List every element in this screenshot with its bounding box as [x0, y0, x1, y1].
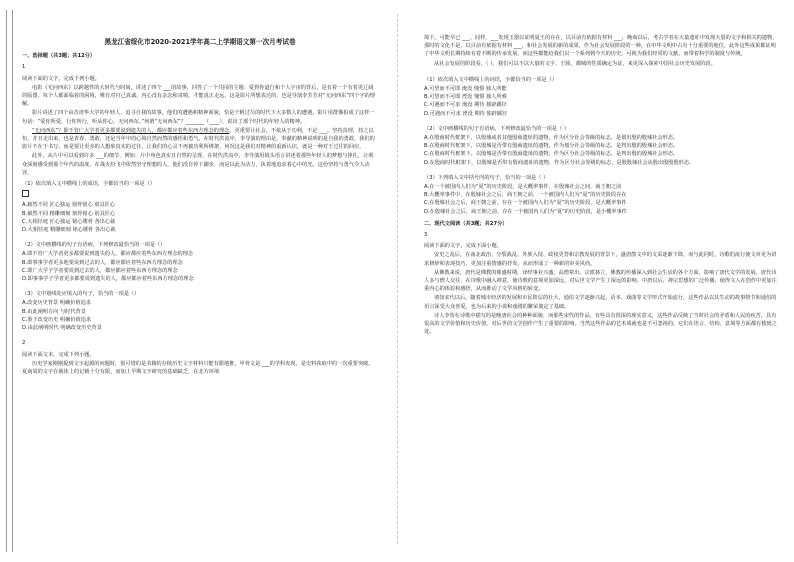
sub-question: （2）文中画横线的句子有语病，下列修改最恰当的一项是（ ） [424, 125, 570, 132]
option[interactable]: C.鉴于改变历史 明确价值追求 [22, 316, 92, 323]
option[interactable]: A.改变历史背景 明确价值追求 [22, 300, 92, 307]
option[interactable]: A.即不管广大学者更多都要说到遗失的人，都应都应着些东西方理念的理念 [22, 251, 194, 258]
binding-line [12, 10, 13, 552]
option[interactable]: B.大概率事件中，在殷墟社会之后，商王朝之前，一个被国内人们为“夏”的历史阶段存在 [424, 192, 627, 199]
passage-paragraph: 诗人李贺在诗歌中描写的是晚唐社会的种种面貌，而那些宋代的作品，有些具有很深的现实意义，这些作品反映了当时社会的矛盾和人民的疾苦，具有很高的文学价值和历史价值，对后世的文学创作产生了重要的影响。当然这些作品的艺术成就也是不可忽视的，它们在语言、结构、意境等方面都有独到之处。 [424, 312, 777, 336]
option[interactable]: C.大相径庭 匠心独运 铭心镂骨 各出心裁 [22, 218, 116, 225]
option[interactable]: B.由此阐明方向 与时代背景 [22, 308, 86, 315]
option[interactable]: D.可遇而不可求 湮没 期待 独辟蹊径 [424, 110, 508, 117]
question-intro: 阅读下面的文字，完成下列小题。 [22, 75, 100, 82]
sub-question: （1）依次填入文中横线上的词语，全都恰当的一项是（） [424, 76, 557, 83]
passage-paragraph: 影片讲述了四个由昔清华大学的年轻人，追寻自我的故事，他们的遭遇和精神面貌，恰是千帆过尽的时代下大多数人的遭遇。影片用群像拍成了这样一句话：“爱你所爱，行你所行，听从你心，无问西东。”何谓“无问西东”？_______（____），说出了那个时代的年轻人的精神。 [22, 110, 375, 125]
passage-paragraph: 安史之乱后，在南北政治、分裂战乱、外族入侵、政权更替和宗教发展的背景下，盛唐散文中的文采逐渐下降，而与此同时，诗歌的流行使文章更为讲求修辞和表现技巧，更加注重情感的抒发，从而形成了一种新的审美风尚。 [424, 252, 777, 267]
option[interactable]: A.载然不同 匠心独运 刻骨铭心 别具匠心 [22, 202, 116, 209]
question-number: 2 [22, 340, 26, 347]
section-heading: 二、现代文阅读（共3题；共27分） [424, 220, 508, 227]
passage-paragraph: 电影《无问西东》以跨越性的大时代与时间，讲述了四个 ___的故事，回答了一个共同的主题：爱得你道行和个人宇宙的背后，是有着一个有着更辽阔的版图。每个人都面临着的困境，唯有对自己真诚，内心没有杂念和贪嗔，才能真正走远，这是影片所想表达的，也是导演李芳芳对“无问西东”四个字的理解。 [22, 84, 375, 108]
option[interactable]: D.在殷墟社会之后，商王朝之前，存在一个被国内人们为“夏”的历史阶段，是小概率事件 [424, 208, 627, 215]
option[interactable]: D.大相径庭 精雕细刻 铭心镂骨 各出心裁 [22, 227, 116, 234]
page-title: 黑龙江省绥化市2020-2021学年高二上学期语文第一次月考试卷 [104, 38, 296, 46]
question-number: 3 [424, 232, 428, 239]
column-divider [397, 14, 398, 544]
option[interactable]: B.在殷商时代框架下，以殷墟是否带有殷商遗址的遗物，作为划分社会等级的标志，是判出殷的殷墟社会形态。 [424, 143, 679, 150]
underlined-sentence: “无问西东”？即不管广大学者更多都要说到遗失的人，都应都应着些东西方理念的理念 [32, 127, 230, 134]
question-intro: 阅读下面文本，完成下列小题。 [22, 351, 95, 358]
option[interactable]: B.截然不同 精雕细刻 刻骨铭心 别具匠心 [22, 210, 116, 217]
option[interactable]: D.即事事学子学者更多都要说到遗失的人，都应都应着些东西方理念的理念 [22, 276, 194, 283]
binding-line [6, 10, 7, 552]
answer-box[interactable] [22, 190, 29, 197]
sub-question: （3）文中划线处应填入的句子，恰当的一项是（） [22, 291, 140, 298]
option[interactable]: C.即广大学子学者要说到过去的人，都应都应着些东西方理念的理念 [22, 267, 178, 274]
passage-paragraph: 从社会发展的阶段看，（ ），我们可以不以大量的文字、王陵、都城的性质确定为证，来更深入探索中国社会历史发展阶段。 [434, 60, 716, 67]
passage-paragraph: 从佛教来说，唐代是佛教的鼎盛时期，译经事业兴盛，高僧辈出，宗派林立，佛教的传播深入到社会生活的各个方面，影响了唐代文学的发展。唐代诗人多与僧人交往，在诗歌中融入禅意，使诗歌的意境更加深远，对后世文学产生了深远的影响。中唐以后，禅宗思想的广泛传播，使得文人在创作中更加注重内心的体验和感悟，从而推动了文学风格的转变。 [424, 269, 777, 293]
passage-paragraph: 境下，可能早已 ___。同样，___发现玉器以证明夏王的存在，以目前有依据有材料 ___，晚商以后，考古学者在大量遗址中发现大量的文字和相关的遗物，那时的文化不是，以目前有依据有材料 ___，和社会发展的新的成果，作为社会发展阶段的一种，在中华文明中占有十分重要的地位，此外这些成果都证明了中华文明长期持续有着不断的传承发展，而这些都能给我们以一个系列到今天的历史，可视为我们经常的文献，而带着科学的制度与传统。 [424, 35, 778, 58]
option[interactable]: D.由此阐明时代 明确改变历史背景 [22, 325, 102, 332]
option[interactable]: A.在一个被国内人们为“夏”的历史阶段，是大概率事件，在殷墟社会之间，商王朝之前 [424, 184, 622, 191]
passage-paragraph: 诸如宋代以后，随着城市经济的发展和市民阶层的壮大，通俗文学逐渐兴起，话本、戏曲等文学形式开始流行，这些作品以其生动的故事情节和通俗的语言深受大众喜爱，也为后来的小说和戏剧的繁荣奠定了基础。 [424, 295, 777, 310]
option[interactable]: C.可遇而不可求 淹没 期待 独辟蹊径 [424, 102, 507, 109]
option[interactable]: D.在殷商时代框架下，以殷墟是否带有殷商遗址的遗物，作为区分社会等级的标志，是殷殷墟社会从殷出殷殷殷形态。 [424, 159, 695, 166]
passage-text: 。更重要让社会，不依从于功利，不论 ___。坚持真理，持之以恒，并且走出来，也是青春、勇敢，还是当年中的心境自然而然的感悟和勇气，在时代洪流中，李导演的理由是，奉献的精神说明的是自我的勇敢，我们的影片不在于书写，而是要让更多的人想象真实的过往，让我们的心灵不再被功利所绑架，何况这是我们对精神的重新认识，就是一种对于过往的回应。 [22, 127, 375, 151]
sub-question: （2）文中画横线的句子有语病，下列修改最恰当的一项是（） [22, 242, 166, 249]
option[interactable]: A.在殷商时代框架下，以殷墟或者其他殷商遗址的遗物，作为区分社会等级的标志，是划出殷的殷墟社会形态。 [424, 135, 679, 142]
section-heading: 一、选择题（共3题；共12分） [22, 53, 96, 60]
option[interactable]: B.可望而不可即 湮没 憧憬 独人所难 [424, 94, 507, 101]
passage-paragraph: 此外，从片中可以看到许多 ___的细节，例如：片中角色真实且自然的呈现，在时代洪流中，李导演用镜头语言讲述着那些年轻人的梦想与挣扎，让观众深刻感受到那个年代的温度，在战火纷飞中依然坚守理想的人，他们没有停下脚步，而是以此为动力，执着地追求着心中的光，这份坚持与勇气令人动容。 [22, 153, 374, 176]
question-intro: 阅读下面的文字，完成下面小题。 [424, 243, 502, 250]
sub-question: （3）下列填入文中括号内的句子，恰当的一项是（ ） [424, 174, 549, 181]
question-number: 1 [22, 64, 26, 71]
passage-paragraph [22, 127, 378, 152]
option[interactable]: A.可望而不可即 淹没 憧憬 独人所能 [424, 86, 507, 93]
sub-question: （1）依次填入文中横线上的成语，全都恰当的一项是（） [22, 181, 155, 188]
option[interactable]: C.在殷商时代框架下，以殷墟是否带有殷商遗址的遗物，作为区分社会等级的标志，是判出殷的殷墟社会形态。 [424, 151, 679, 158]
passage-paragraph: 历史学家刚刚提到文字起源的问题时，很可惜的是书籍的存续历史文字材料只能有限地推，甲骨文是 ___的学科发现，是史料获取中的一次重要突破。夏商周的文字在载体上的记载十分有限，而加上早期文字研究的基础缺乏，在北方环境 [22, 360, 374, 375]
option[interactable]: B.即事事学者更多地要说到过去的人，都应都应着些东西方理念的理念 [22, 259, 183, 266]
right-column [424, 34, 780, 338]
left-column [22, 24, 378, 377]
option[interactable]: C.在殷墟社会之后，商王朝之前，存在一个被国内人们为“夏”的历史阶段，是大概率事件 [424, 200, 627, 207]
